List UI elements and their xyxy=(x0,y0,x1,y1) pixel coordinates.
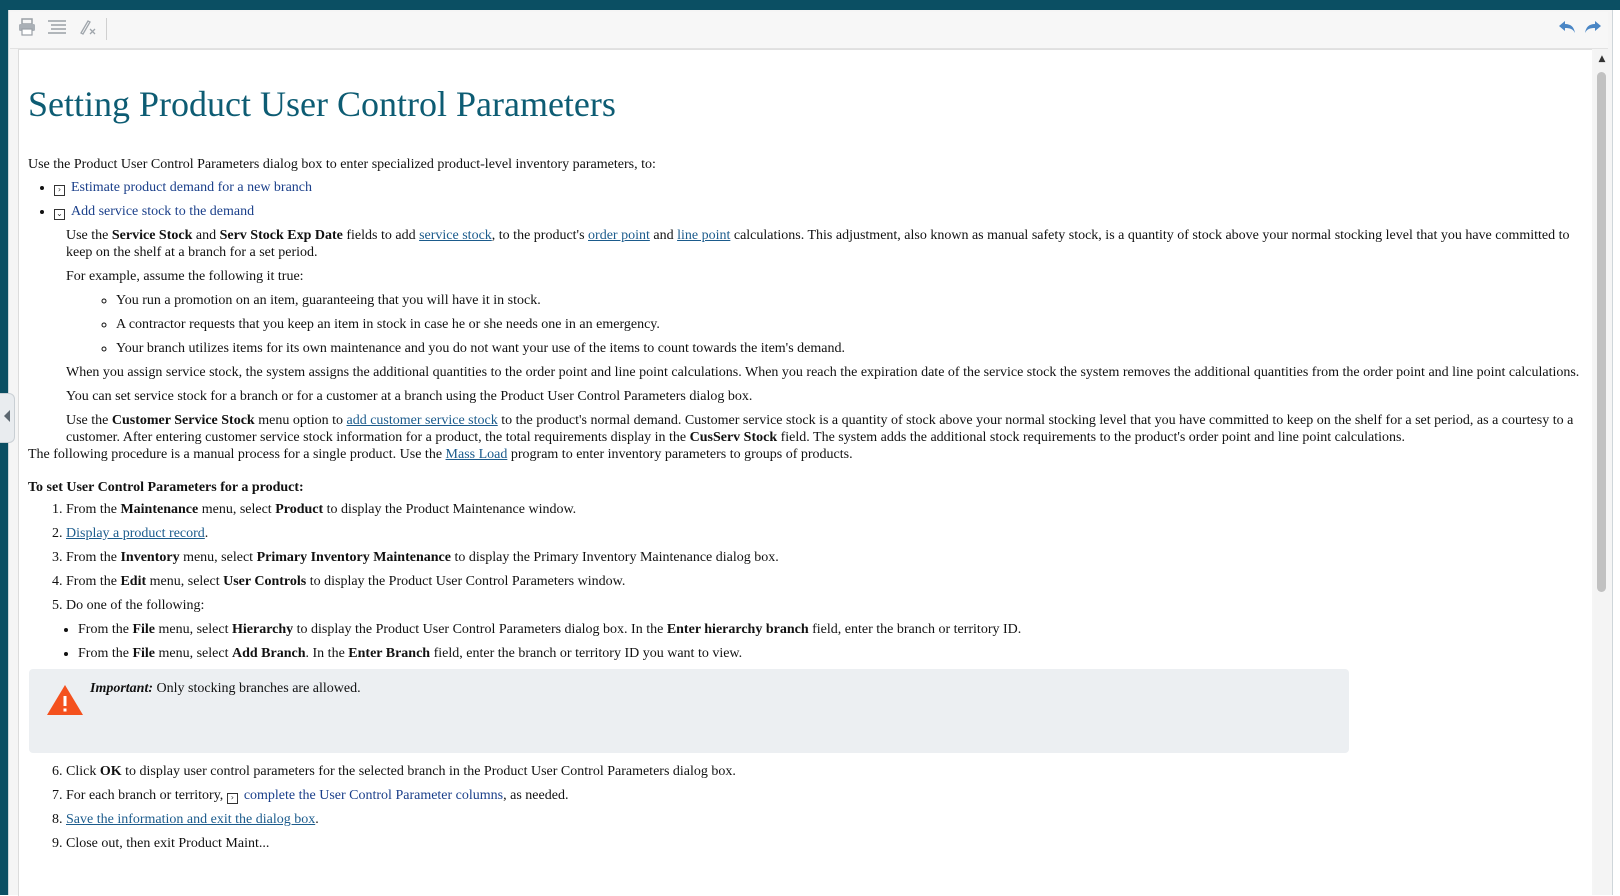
link-add-customer-service-stock[interactable]: add customer service stock xyxy=(346,413,498,428)
important-note xyxy=(29,669,1349,753)
step-8: 8. Save the information and exit the dialog box. xyxy=(66,811,1588,828)
link-display-product-record[interactable]: Display a product record xyxy=(66,526,205,541)
example-intro: For example, assume the following it true: xyxy=(66,269,304,284)
expand-icon: › xyxy=(54,185,65,196)
list-item: • From the File menu, select Hierarchy to display the Product User Control Parameters dialog box. In the Enter hierarchy branch field, enter the branch or territory ID. xyxy=(78,621,1588,638)
forward-button[interactable] xyxy=(1580,16,1606,42)
branch-paragraph: You can set service stock for a branch or for a customer at a branch using the Product User Control Parameters dialog box. xyxy=(66,389,753,404)
toggle-service-stock[interactable] xyxy=(54,204,254,219)
help-content-pane xyxy=(18,49,1592,896)
collapse-box-icon: ⌄ xyxy=(54,209,65,220)
print-button[interactable] xyxy=(14,16,40,42)
page-title: Setting Product User Control Parameters xyxy=(28,84,616,124)
back-icon xyxy=(1558,20,1576,39)
warning-icon xyxy=(45,683,85,717)
step-2: 2. Display a product record. xyxy=(66,525,1588,542)
help-toolbar xyxy=(10,12,1608,49)
step-1: 1. From the Maintenance menu, select Product to display the Product Maintenance window. xyxy=(66,501,1588,518)
list-item: • From the File menu, select Add Branch. In the Enter Branch field, enter the branch or territory ID you want to view. xyxy=(78,645,1588,662)
step-6: 6. Click OK to display user control parameters for the selected branch in the Product User Control Parameters dialog box. xyxy=(66,763,1588,780)
important-note-text: Important: Only stocking branches are allowed. xyxy=(90,681,361,696)
toc-icon xyxy=(47,18,67,41)
collapse-icon xyxy=(3,409,11,427)
list-item xyxy=(54,179,1588,196)
service-stock-section xyxy=(66,227,1588,446)
example-list xyxy=(66,292,1588,357)
link-line-point[interactable]: line point xyxy=(677,228,731,243)
expand-icon: › xyxy=(227,793,238,804)
toggle-label: Estimate product demand for a new branch xyxy=(71,180,313,195)
list-item: ◦ You run a promotion on an item, guaranteeing that you will have it in stock. xyxy=(116,292,1588,309)
step-5: 5. Do one of the following: • From the File menu, select Hierarchy to display the Product User Control Parameters dialog box. In the Enter hierarchy branch field, enter the branch or territory ID. • From the File menu, select Add Branch. In the Enter Branch field, enter the branch or territory ID you want to view. Important: Only stocking branches are allowed. xyxy=(66,597,1588,753)
panel-collapse-handle[interactable] xyxy=(0,393,15,443)
clear-highlight-button[interactable] xyxy=(74,16,100,42)
link-save-and-exit[interactable]: Save the information and exit the dialog box xyxy=(66,812,316,827)
scrollbar-thumb[interactable] xyxy=(1597,72,1606,592)
back-button[interactable] xyxy=(1554,16,1580,42)
procedure-steps xyxy=(28,501,1588,852)
customer-stock-paragraph: Use the Customer Service Stock menu option to add customer service stock to the product's normal demand. Customer service stock is a quantity of stock above your normal stocking level that you have committed to keep on the shelf for a set period, as a courtesy to a customer. After entering customer service stock information for a product, the total requirements display in the CusServ Stock field. The system adds the additional stock requirements to the product's order point and line point calculations. xyxy=(66,413,1574,445)
toggle-label: Add service stock to the demand xyxy=(71,204,255,219)
list-item: ◦ Your branch utilizes items for its own maintenance and you do not want your use of the items to count towards the item's demand. xyxy=(116,340,1588,357)
step-9: 9. Close out, then exit Product Maint... xyxy=(66,835,1588,852)
print-icon xyxy=(17,18,37,41)
link-order-point[interactable]: order point xyxy=(588,228,650,243)
assign-paragraph: When you assign service stock, the system assigns the additional quantities to the order point and line point calculations. When you reach the expiration date of the service stock the system removes the additional quantities from the order point and line point calculations. xyxy=(66,365,1580,380)
toggle-estimate-demand[interactable] xyxy=(54,180,312,195)
clear-highlight-icon xyxy=(77,18,97,41)
help-article xyxy=(28,50,1588,859)
scroll-up-icon[interactable]: ▲ xyxy=(1598,54,1606,64)
left-border xyxy=(0,10,8,895)
step-5-options xyxy=(66,621,1588,662)
procedure-title: To set User Control Parameters for a product: xyxy=(28,480,304,495)
forward-icon xyxy=(1584,20,1602,39)
list-item: ◦ A contractor requests that you keep an item in stock in case he or she needs one in an emergency. xyxy=(116,316,1588,333)
toc-button[interactable] xyxy=(44,16,70,42)
toggle-complete-columns[interactable]: › complete the User Control Parameter columns xyxy=(227,788,503,803)
toolbar-separator xyxy=(106,18,107,40)
purpose-list xyxy=(28,179,1588,446)
manual-process-note: The following procedure is a manual process for a single product. Use the Mass Load program to enter inventory parameters to groups of products. xyxy=(28,447,853,462)
link-service-stock[interactable]: service stock xyxy=(419,228,492,243)
step-3: 3. From the Inventory menu, select Primary Inventory Maintenance to display the Primary Inventory Maintenance dialog box. xyxy=(66,549,1588,566)
service-stock-paragraph: Use the Service Stock and Serv Stock Exp Date fields to add service stock, to the product's order point and line point calculations. This adjustment, also known as manual safety stock, is a quantity of stock above your normal stocking level that you have committed to keep on the shelf at a branch for a set period. xyxy=(66,228,1570,260)
step-4: 4. From the Edit menu, select User Controls to display the Product User Control Parameters window. xyxy=(66,573,1588,590)
intro-text: Use the Product User Control Parameters dialog box to enter specialized product-level inventory parameters, to: xyxy=(28,157,656,172)
list-item xyxy=(54,203,1588,446)
step-7: 7. For each branch or territory, › complete the User Control Parameter columns, as needed. xyxy=(66,787,1588,804)
app-header-bar xyxy=(0,0,1620,10)
link-mass-load[interactable]: Mass Load xyxy=(445,447,508,462)
